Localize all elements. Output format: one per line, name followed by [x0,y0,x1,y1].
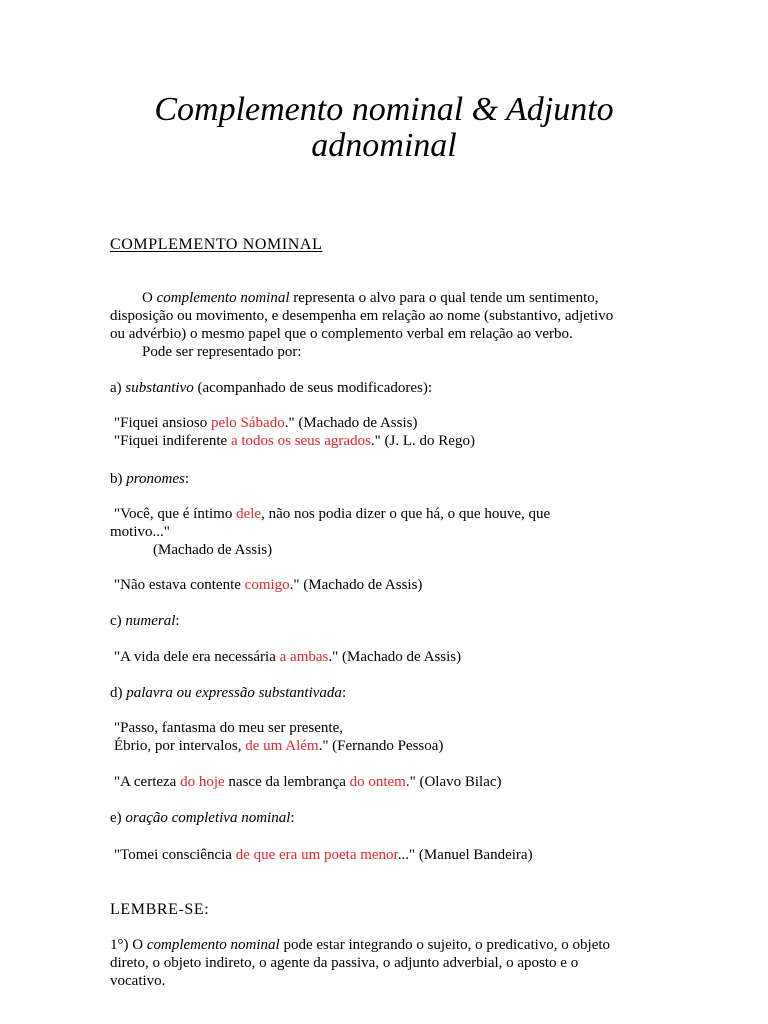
category-suffix: : [184,471,190,487]
text-segment: ." (Machado de Assis) [289,577,423,593]
category-heading-a [110,379,432,397]
term-emphasis: complemento nominal [156,290,290,306]
text-segment: ." (Machado de Assis) [328,649,462,665]
text-segment: O [142,290,157,306]
reminder-line [110,936,610,954]
category-heading-d [110,684,346,702]
text-segment: , não nos podia dizer o que há, o que houve, que [261,506,551,522]
text-segment: "A vida dele era necessária [114,649,280,665]
text-segment: Ébrio, por intervalos, [114,738,246,754]
category-name: palavra ou expressão substantivada [126,685,342,701]
category-marker: b) [110,471,127,487]
example-line [110,773,502,791]
text-segment: ." (Fernando Pessoa) [318,738,444,754]
examples-d-2 [110,773,502,791]
highlighted-complement: do ontem [349,774,406,790]
intro-line: disposição ou movimento, e desempenha em relação ao nome (substantivo, adjetivo [110,308,614,324]
text-segment: pode estar integrando o sujeito, o predicativo, o objeto [279,937,611,953]
examples-b-1 [110,505,550,559]
text-segment: "A certeza [114,774,181,790]
category-marker: d) [110,685,127,701]
category-name: oração completiva nominal [125,810,291,826]
text-segment: "Fiquei indiferente [114,433,231,449]
examples-b-2 [110,576,422,594]
examples-e [110,846,533,864]
category-name: numeral [125,613,176,629]
intro-line: ou advérbio) o mesmo papel que o complemento verbal em relação ao verbo. [110,326,573,342]
category-suffix: : [341,685,347,701]
reminder-heading: LEMBRE-SE: [110,901,210,918]
examples-c [110,648,461,666]
reminder-paragraph [110,936,610,990]
title-line-2: adnominal [311,127,457,164]
highlighted-complement: de que era um poeta menor [235,847,398,863]
category-suffix: : [290,810,295,826]
examples-d-1 [110,719,443,755]
text-segment: "Tomei consciência [114,847,236,863]
category-marker: c) [110,613,126,629]
example-source: (Machado de Assis) [153,542,273,558]
example-line [110,576,422,594]
category-suffix: : [175,613,180,629]
example-line [110,846,533,864]
intro-line: Pode ser representado por: [142,344,302,360]
highlighted-complement: pelo Sábado [210,415,285,431]
intro-line [110,289,613,307]
category-heading-c [110,612,180,630]
examples-a [110,414,475,450]
example-line [110,648,461,666]
text-segment: ..." (Manuel Bandeira) [397,847,533,863]
category-marker: a) [110,380,126,396]
text-segment: representa o alvo para o qual tende um sentimento, [289,290,599,306]
highlighted-complement: de um Além [245,738,319,754]
highlighted-complement: dele [236,506,262,522]
text-segment: nasce da lembrança [224,774,350,790]
highlighted-complement: do hoje [180,774,225,790]
section-heading: COMPLEMENTO NOMINAL [110,236,323,253]
reminder-line: direto, o objeto indireto, o agente da passiva, o adjunto adverbial, o aposto e o [110,955,579,971]
highlighted-complement: comigo [244,577,290,593]
term-emphasis: complemento nominal [146,937,280,953]
text-segment: 1°) O [110,937,147,953]
highlighted-complement: a todos os seus agrados [230,433,371,449]
category-marker: e) [110,810,126,826]
document-title [0,92,768,164]
category-suffix: (acompanhado de seus modificadores): [193,380,432,396]
text-segment: ." (Olavo Bilac) [405,774,502,790]
example-line [110,505,550,523]
example-line [110,737,443,755]
category-heading-b [110,470,189,488]
category-name: pronomes [126,471,185,487]
highlighted-complement: a ambas [279,649,329,665]
intro-paragraph [110,289,613,361]
title-line-1: Complemento nominal & Adjunto [154,91,614,128]
example-line: "Passo, fantasma do meu ser presente, [114,720,343,736]
reminder-line: vocativo. [110,973,166,989]
text-segment: "Não estava contente [114,577,245,593]
example-line [110,414,475,432]
text-segment: "Você, que é íntimo [114,506,237,522]
example-line: motivo..." [110,524,170,540]
example-line [110,432,475,450]
text-segment: ." (J. L. do Rego) [370,433,475,449]
category-heading-e [110,809,295,827]
text-segment: ." (Machado de Assis) [284,415,418,431]
text-segment: "Fiquei ansioso [114,415,211,431]
category-name: substantivo [125,380,194,396]
